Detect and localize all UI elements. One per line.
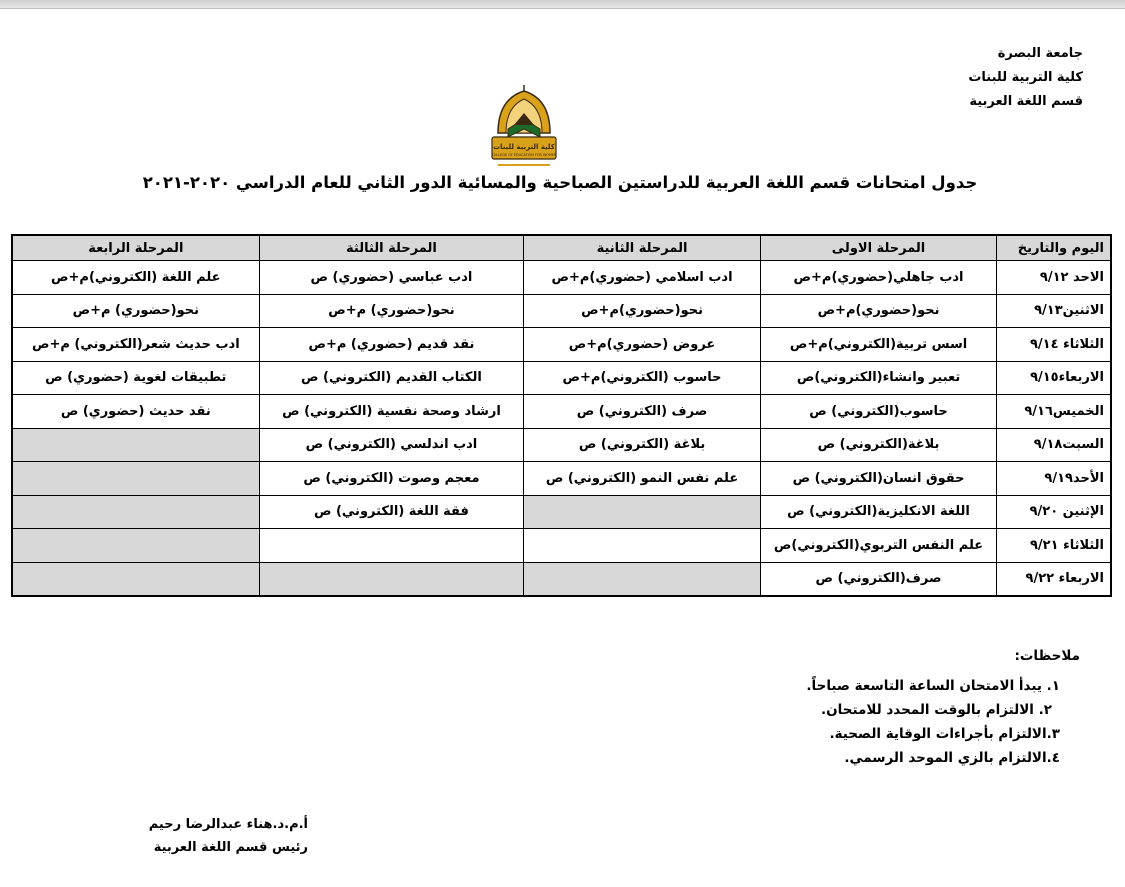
department-name: قسم اللغة العربية	[969, 94, 1083, 109]
day-cell: الإثنين ٩/٢٠	[997, 495, 1111, 529]
stage-1-cell: تعبير وانشاء(الكتروني)ص	[760, 361, 997, 395]
notes-section	[580, 644, 1080, 770]
logo-arabic-text: كلية التربية للبنات	[493, 143, 555, 151]
college-name: كلية التربية للبنات	[968, 70, 1083, 85]
signature-block	[8, 813, 308, 859]
empty-shaded-cell	[524, 562, 761, 596]
day-cell: الثلاثاء ٩/٢١	[997, 529, 1111, 563]
empty-shaded-cell	[259, 562, 524, 596]
stage-3-cell: ارشاد وصحة نفسية (الكتروني) ص	[259, 395, 524, 429]
table-row	[12, 395, 1111, 429]
stage-4-cell: نحو(حضوري) م+ص	[12, 294, 259, 328]
day-cell: الاربعاء ٩/٢٢	[997, 562, 1111, 596]
signatory-role: رئيس قسم اللغة العربية	[153, 840, 308, 855]
day-cell: الاحد ٩/١٢	[997, 261, 1111, 295]
day-cell: السبت٩/١٨	[997, 428, 1111, 462]
table-header-row	[12, 235, 1111, 261]
stage-1-cell: صرف(الكتروني) ص	[760, 562, 997, 596]
stage-1-cell: حاسوب(الكتروني) ص	[760, 395, 997, 429]
stage-1-cell: اللغة الانكليزية(الكتروني) ص	[760, 495, 997, 529]
empty-cell	[259, 529, 524, 563]
note-item: ٤.الالتزام بالزي الموحد الرسمي.	[844, 750, 1060, 766]
stage-1-cell: علم النفس التربوي(الكتروني)ص	[760, 529, 997, 563]
empty-shaded-cell	[12, 462, 259, 496]
table-row	[12, 562, 1111, 596]
page-title: جدول امتحانات قسم اللغة العربية للدراستين الصباحية والمسائية الدور الثاني للعام الدراسي ٢٠٢٠-٢٠٢١	[142, 173, 978, 192]
stage-3-cell: معجم وصوت (الكتروني) ص	[259, 462, 524, 496]
note-item: ١. يبدأ الامتحان الساعة التاسعة صباحاً.	[806, 678, 1060, 694]
university-name: جامعة البصرة	[997, 46, 1083, 61]
exam-schedule-table	[11, 234, 1112, 597]
empty-shaded-cell	[12, 428, 259, 462]
table-row	[12, 529, 1111, 563]
table-row	[12, 428, 1111, 462]
stage-1-cell: حقوق انسان(الكتروني) ص	[760, 462, 997, 496]
stage-4-cell: ادب حديث شعر(الكتروني) م+ص	[12, 328, 259, 362]
stage-1-cell: بلاغة(الكتروني) ص	[760, 428, 997, 462]
institution-header	[883, 42, 1083, 114]
empty-shaded-cell	[12, 562, 259, 596]
stage-4-cell: علم اللغة (الكتروني)م+ص	[12, 261, 259, 295]
stage-2-cell: عروض (حضوري)م+ص	[524, 328, 761, 362]
stage-3-cell: الكتاب القديم (الكتروني) ص	[259, 361, 524, 395]
empty-shaded-cell	[12, 495, 259, 529]
stage-2-cell: نحو(حضوري)م+ص	[524, 294, 761, 328]
stage-2-cell: بلاغة (الكتروني) ص	[524, 428, 761, 462]
day-cell: الثلاثاء ٩/١٤	[997, 328, 1111, 362]
stage-1-cell: نحو(حضوري)م+ص	[760, 294, 997, 328]
stage-2-cell: صرف (الكتروني) ص	[524, 395, 761, 429]
stage-1-cell: اسس تربية(الكتروني)م+ص	[760, 328, 997, 362]
stage-4-cell: نقد حديث (حضوري) ص	[12, 395, 259, 429]
stage-2-cell: ادب اسلامي (حضوري)م+ص	[524, 261, 761, 295]
signatory-name: أ.م.د.هناء عبدالرضا رحيم	[148, 817, 308, 832]
header-stage-3: المرحلة الثالثة	[259, 235, 524, 261]
stage-3-cell: ادب عباسي (حضوري) ص	[259, 261, 524, 295]
header-day-date: اليوم والتاريخ	[997, 235, 1111, 261]
empty-shaded-cell	[12, 529, 259, 563]
day-cell: الاربعاء٩/١٥	[997, 361, 1111, 395]
table-row	[12, 261, 1111, 295]
stage-3-cell: ادب اندلسي (الكتروني) ص	[259, 428, 524, 462]
stage-2-cell: علم نفس النمو (الكتروني) ص	[524, 462, 761, 496]
stage-3-cell: فقة اللغة (الكتروني) ص	[259, 495, 524, 529]
table-row	[12, 361, 1111, 395]
table-row	[12, 328, 1111, 362]
stage-3-cell: نحو(حضوري) م+ص	[259, 294, 524, 328]
note-item: ٢. الالتزام بالوقت المحدد للامتحان.	[821, 702, 1052, 718]
day-cell: الأحد٩/١٩	[997, 462, 1111, 496]
table-row	[12, 495, 1111, 529]
stage-1-cell: ادب جاهلي(حضوري)م+ص	[760, 261, 997, 295]
day-cell: الاثنين٩/١٣	[997, 294, 1111, 328]
table-row	[12, 462, 1111, 496]
notes-title: ملاحظات:	[1014, 648, 1080, 664]
header-stage-1: المرحلة الاولى	[760, 235, 997, 261]
stage-4-cell: تطبيقات لغوية (حضوري) ص	[12, 361, 259, 395]
stage-2-cell: حاسوب (الكتروني)م+ص	[524, 361, 761, 395]
table-row	[12, 294, 1111, 328]
header-stage-2: المرحلة الثانية	[524, 235, 761, 261]
empty-shaded-cell	[524, 495, 761, 529]
window-top-bar	[0, 0, 1125, 9]
header-stage-4: المرحلة الرابعة	[12, 235, 259, 261]
logo-english-text: COLLEGE OF EDUCATION FOR WOMEN	[491, 153, 557, 157]
college-emblem-icon	[478, 85, 570, 171]
day-cell: الخميس٩/١٦	[997, 395, 1111, 429]
note-item: ٣.الالتزام بأجراءات الوقاية الصحية.	[829, 726, 1060, 742]
stage-3-cell: نقد قديم (حضوري) م+ص	[259, 328, 524, 362]
empty-cell	[524, 529, 761, 563]
